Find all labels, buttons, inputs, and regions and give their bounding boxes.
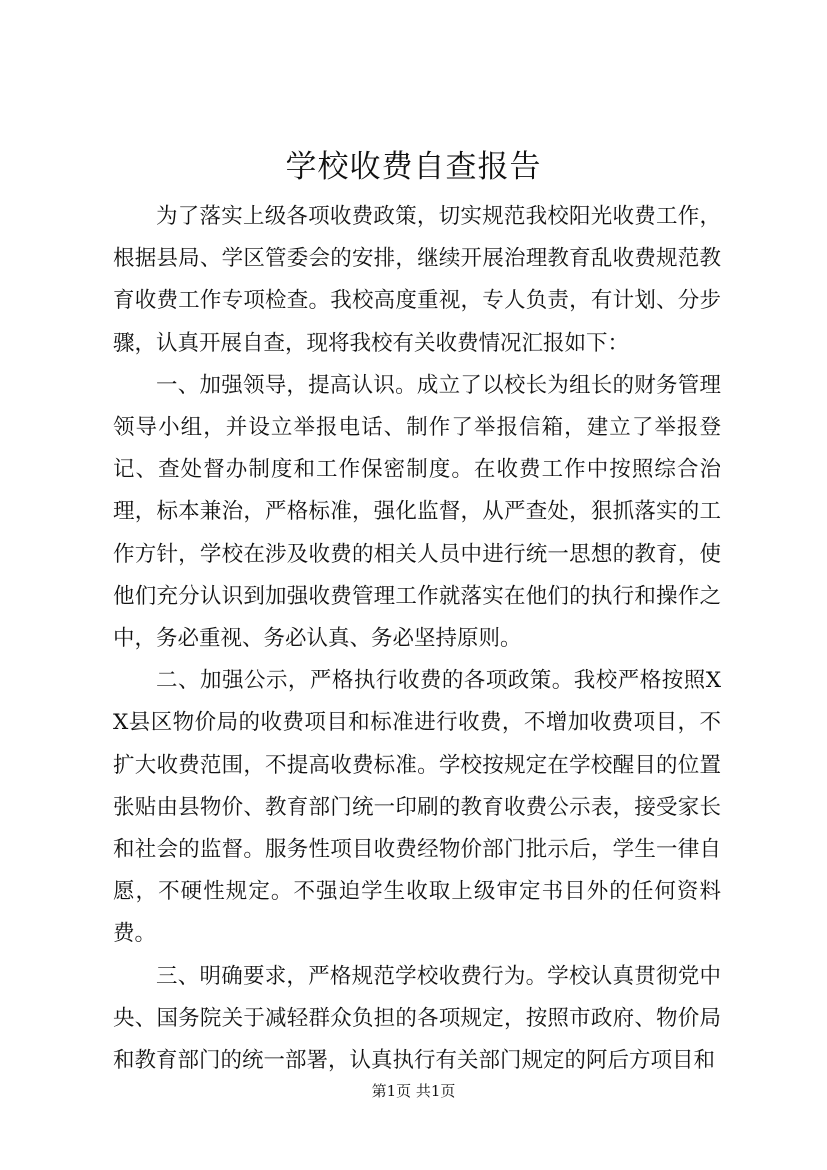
document-body [113, 196, 721, 1082]
paragraph-section-1: 一、加强领导，提高认识。成立了以校长为组长的财务管理领导小组，并设立举报电话、制作了举报信箱，建立了举报登记、查处督办制度和工作保密制度。在收费工作中按照综合治理，标本兼治，严格标准，强化监督，从严查处，狠抓落实的工作方针，学校在涉及收费的相关人员中进行统一思想的教育，使他们充分认识到加强收费管理工作就落实在他们的执行和操作之中，务必重视、务必认真、务必坚持原则。 [113, 372, 721, 652]
paragraph-section-3: 三、明确要求，严格规范学校收费行为。学校认真贯彻党中央、国务院关于减轻群众负担的各项规定，按照市政府、物价局和教育部门的统一部署，认真执行有关部门规定的阿后方项目和 [113, 963, 721, 1074]
document-title: 学校收费自查报告 [285, 149, 542, 185]
paragraph-section-2: 二、加强公示，严格执行收费的各项政策。我校严格按照XX县区物价局的收费项目和标准进行收费，不增加收费项目，不扩大收费范围，不提高收费标准。学校按规定在学校醒目的位置张贴由县物价、教育部门统一印刷的教育收费公示表，接受家长和社会的监督。服务性项目收费经物价部门批示后，学生一律自愿，不硬性规定。不强迫学生收取上级审定书目外的任何资料费。 [113, 668, 721, 947]
page-number-footer: 第1页 共1页 [371, 1082, 456, 1100]
paragraph-intro: 为了落实上级各项收费政策，切实规范我校阳光收费工作，根据县局、学区管委会的安排，继续开展治理教育乱收费规范教育收费工作专项检查。我校高度重视，专人负责，有计划、分步骤，认真开展自查，现将我校有关收费情况汇报如下： [113, 204, 721, 356]
